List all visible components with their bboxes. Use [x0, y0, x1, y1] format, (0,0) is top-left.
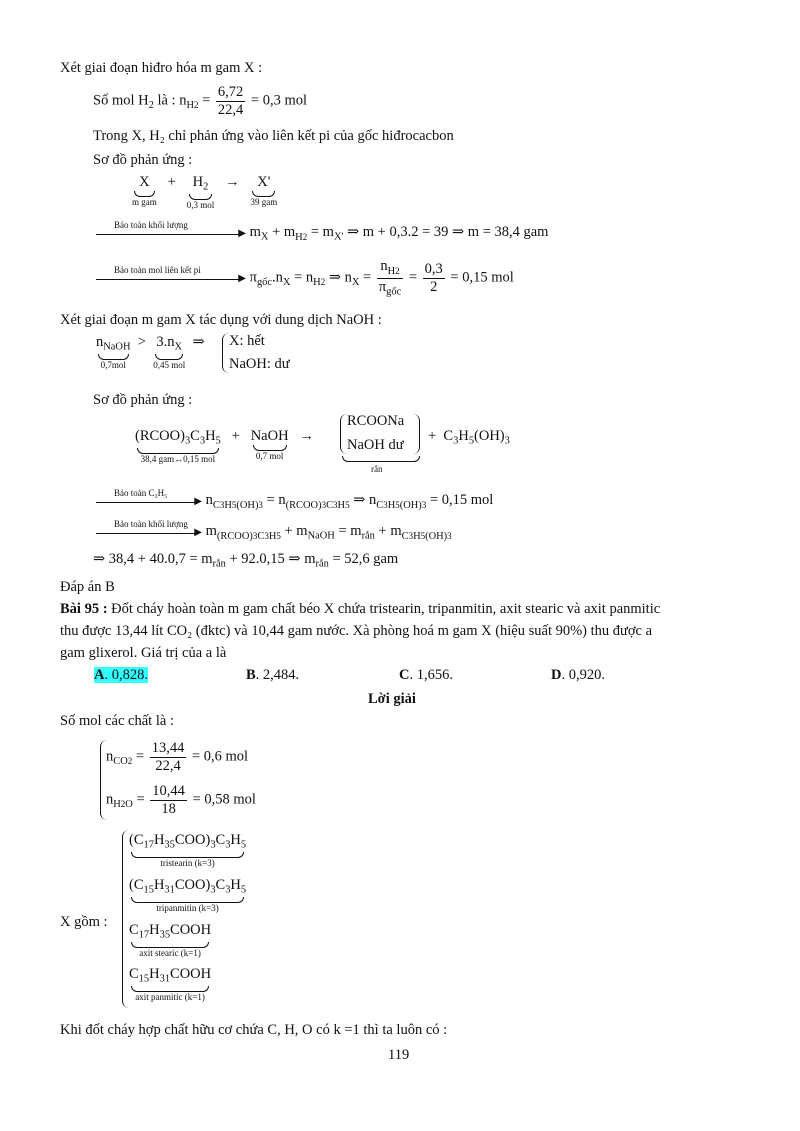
option-a: A. 0,828. — [94, 667, 148, 683]
loi-giai-heading: Lời giải — [368, 691, 416, 707]
text-x-het: X: hết — [229, 333, 265, 349]
brace-naoh — [222, 333, 229, 373]
underbrace-ran — [342, 456, 420, 462]
text-so-mol: Số mol các chất là : — [60, 713, 174, 729]
eq-naoh-compare: $n_{NaOH}$ 0,7mol > $3.n_X$ 0,45 mol ⇒ — [96, 334, 205, 371]
brace-ran-left — [340, 414, 347, 454]
reaction-scheme-1: X m gam + $H_2$ 0,3 mol → X' 39 gam — [132, 174, 278, 211]
comp-stearic: $C_{17}H_{35}COOH$ axit stearic (k=1) — [129, 922, 212, 959]
reaction-scheme-2: $(RCOO)_3C_3H_5$ 38,4 gam↔0,15 mol + NaOH 0,7 mol → — [135, 428, 314, 465]
eq-h2o: $n_{H2O}$ = $\frac{10,44}{18}$ = 0,58 mol — [106, 783, 256, 817]
eq-bao-toan-pi: Bảo toàn mol liên kết pi ▶ $\pi_{gốc}.n_X = n_{H2}$ ⇒ $n_X$ = $\frac{n_{H2}}{\pi_{gốc}}$ = $\frac{0,3}{2}$ = 0,15 mol — [96, 258, 514, 298]
page-number: 119 — [388, 1047, 410, 1063]
text-khi-dot-chay: Khi đốt cháy hợp chất hữu cơ chứa C, H, O có k =1 thì ta luôn có : — [60, 1022, 448, 1038]
text-naoh-du-2: NaOH dư — [347, 437, 404, 453]
brace-ran-right — [413, 414, 420, 454]
option-d: D. 0,920. — [551, 667, 605, 683]
comp-panmitic: $C_{15}H_{31}COOH$ axit panmitic (k=1) — [129, 966, 212, 1003]
eq-bao-toan-kl-2: Bảo toàn khối lượng ▶ $m_{(RCOO)3C3H5} + m_{NaOH} = m_{rắn} + m_{C3H5(OH)3}$ — [96, 523, 452, 543]
label-ran: rắn — [371, 464, 383, 474]
eq-co2: $n_{CO2}$ = $\frac{13,44}{22,4}$ = 0,6 mol — [106, 740, 249, 774]
eq-bao-toan-c3h5: Bảo toàn C₃H₅ ▶ $n_{C3H5(OH)3} = n_{(RCOO)3C3H5}$ ⇒ $n_{C3H5(OH)3} = 0,15$ mol — [96, 492, 493, 512]
label-x-gom: X gồm : — [60, 914, 108, 930]
option-b: B. 2,484. — [246, 667, 300, 683]
problem-95-line3: gam glixerol. Giá trị của a là — [60, 645, 227, 661]
text-h2-pi: Trong X, H₂ chỉ phản ứng vào liên kết pi của gốc hiđrocacbon — [93, 128, 454, 144]
comp-tripanmitin: $(C_{15}H_{31}COO)_3C_3H_5$ tripanmitin (k=3) — [129, 877, 247, 914]
product-glixerol: + $C_3H_5(OH)_3$ — [428, 428, 510, 447]
text-naoh-du: NaOH: dư — [229, 356, 290, 372]
text-rcoona: RCOONa — [347, 413, 405, 429]
text-so-do-1: Sơ đồ phản ứng : — [93, 152, 193, 168]
eq-final: ⇒ $38,4 + 40.0,7 = m_{rắn} + 92.0,15$ ⇒ $m_{rắn} = 52,6$ gam — [93, 551, 399, 570]
option-c: C. 1,656. — [399, 667, 453, 683]
problem-95-line1: Bài 95 : Đốt cháy hoàn toàn m gam chất béo X chứa tristearin, tripanmitin, axit stearic và axit panmitic — [60, 601, 661, 617]
heading-naoh: Xét giai đoạn m gam X tác dụng với dung dịch NaOH : — [60, 312, 382, 328]
answer-text: Đáp án B — [60, 579, 115, 595]
text-so-do-2: Sơ đồ phản ứng : — [93, 392, 193, 408]
heading-hydro: Xét giai đoạn hiđro hóa m gam X : — [60, 60, 263, 76]
brace-x-gom — [122, 830, 129, 1008]
eq-mol-h2: Số mol $H_2$ là : $n_{H2}$ = $\frac{6,72}{22,4}$ = 0,3 mol — [93, 84, 308, 118]
problem-95-line2: thu được 13,44 lít CO₂ (đktc) và 10,44 gam nước. Xà phòng hoá m gam X (hiệu suất 90%) thu được a — [60, 623, 653, 639]
eq-bao-toan-kl: Bảo toàn khối lượng ▶ $m_X + m_{H2} = m_{X'}$ ⇒ m + 0,3.2 = 39 ⇒ m = 38,4 gam — [96, 224, 548, 244]
comp-tristearin: $(C_{17}H_{35}COO)_3C_3H_5$ tristearin (k=3) — [129, 832, 247, 869]
